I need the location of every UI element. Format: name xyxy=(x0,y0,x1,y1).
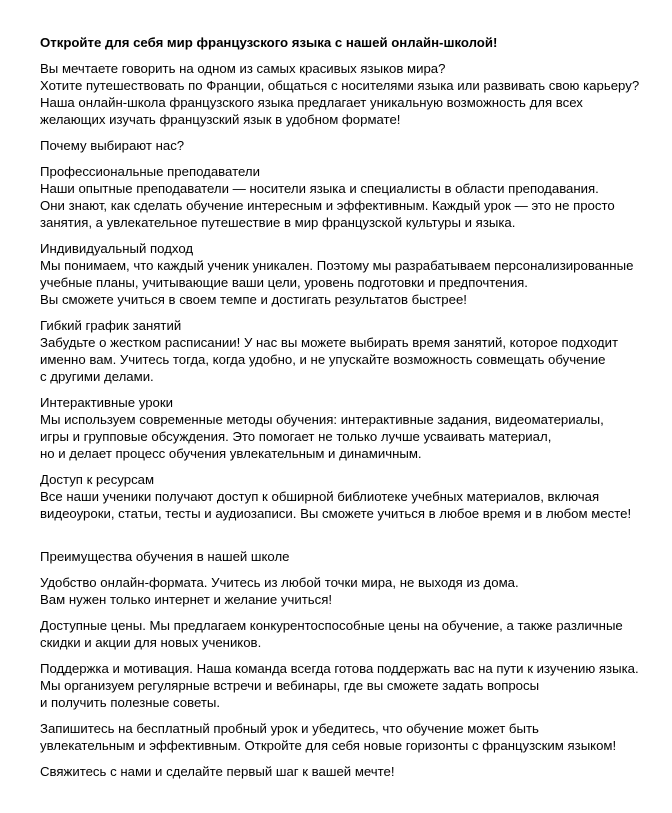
feature-line: Мы используем современные методы обучения: интерактивные задания, видеоматериалы, xyxy=(40,412,604,427)
advantage-line: Запишитесь на бесплатный пробный урок и убедитесь, что обучение может быть xyxy=(40,721,539,736)
feature-line: Забудьте о жестком расписании! У нас вы можете выбирать время занятий, которое подходит xyxy=(40,335,619,350)
page-title: Откройте для себя мир французского языка с нашей онлайн-школой! xyxy=(40,35,498,50)
feature-line: игры и групповые обсуждения. Это помогает не только лучше усваивать материал, xyxy=(40,429,552,444)
feature-line: Наши опытные преподаватели — носители языка и специалисты в области преподавания. xyxy=(40,181,599,196)
feature-heading: Гибкий график занятий xyxy=(40,318,182,333)
advantage-line: Удобство онлайн-формата. Учитесь из любой точки мира, не выходя из дома. xyxy=(40,575,519,590)
feature-line: с другими делами. xyxy=(40,369,154,384)
advantage-line: и получить полезные советы. xyxy=(40,695,221,710)
feature-line: Вы сможете учиться в своем темпе и достигать результатов быстрее! xyxy=(40,292,467,307)
feature-heading: Индивидуальный подход xyxy=(40,241,194,256)
intro-line: Вы мечтаете говорить на одном из самых красивых языков мира? xyxy=(40,61,446,76)
call-to-action-contact xyxy=(40,763,672,780)
feature-interactive-lessons xyxy=(40,394,672,462)
feature-line: занятия, а увлекательное путешествие в мир французской культуры и языка. xyxy=(40,215,516,230)
why-heading: Почему выбирают нас? xyxy=(40,138,185,153)
feature-line: видеоуроки, статьи, тесты и аудиозаписи. Вы сможете учиться в любое время и в любом месте! xyxy=(40,506,632,521)
intro-line: Наша онлайн-школа французского языка предлагает уникальную возможность для всех xyxy=(40,95,583,110)
feature-professional-teachers xyxy=(40,163,672,231)
advantage-prices xyxy=(40,617,672,651)
feature-line: Все наши ученики получают доступ к обширной библиотеке учебных материалов, включая xyxy=(40,489,600,504)
advantage-line: Доступные цены. Мы предлагаем конкурентоспособные цены на обучение, а также различные xyxy=(40,618,623,633)
feature-line: Они знают, как сделать обучение интересным и эффективным. Каждый урок — это не просто xyxy=(40,198,615,213)
feature-individual-approach xyxy=(40,240,672,308)
call-to-action-trial xyxy=(40,720,672,754)
advantages-heading: Преимущества обучения в нашей школе xyxy=(40,549,290,564)
intro-line: Хотите путешествовать по Франции, общаться с носителями языка или развивать свою карьеру? xyxy=(40,78,640,93)
advantage-line: скидки и акции для новых учеников. xyxy=(40,635,262,650)
feature-line: но и делает процесс обучения увлекательным и динамичным. xyxy=(40,446,422,461)
feature-line: именно вам. Учитесь тогда, когда удобно, и не упускайте возможность совмещать обучение xyxy=(40,352,606,367)
feature-heading: Профессиональные преподаватели xyxy=(40,164,260,179)
intro-line: желающих изучать французский язык в удобном формате! xyxy=(40,112,401,127)
advantage-line: увлекательным и эффективным. Откройте для себя новые горизонты с французским языком! xyxy=(40,738,617,753)
advantage-line: Свяжитесь с нами и сделайте первый шаг к вашей мечте! xyxy=(40,764,395,779)
feature-heading: Интерактивные уроки xyxy=(40,395,173,410)
advantage-support xyxy=(40,660,672,711)
feature-heading: Доступ к ресурсам xyxy=(40,472,155,487)
advantage-line: Мы организуем регулярные встречи и вебинары, где вы сможете задать вопросы xyxy=(40,678,540,693)
intro-paragraph xyxy=(40,60,672,128)
advantage-online-format xyxy=(40,574,672,608)
feature-line: Мы понимаем, что каждый ученик уникален. Поэтому мы разрабатываем персонализированные xyxy=(40,258,634,273)
feature-line: учебные планы, учитывающие ваши цели, уровень подготовки и предпочтения. xyxy=(40,275,528,290)
advantage-line: Вам нужен только интернет и желание учиться! xyxy=(40,592,333,607)
feature-resource-access xyxy=(40,471,672,522)
advantage-line: Поддержка и мотивация. Наша команда всегда готова поддержать вас на пути к изучению языка. xyxy=(40,661,639,676)
feature-flexible-schedule xyxy=(40,317,672,385)
